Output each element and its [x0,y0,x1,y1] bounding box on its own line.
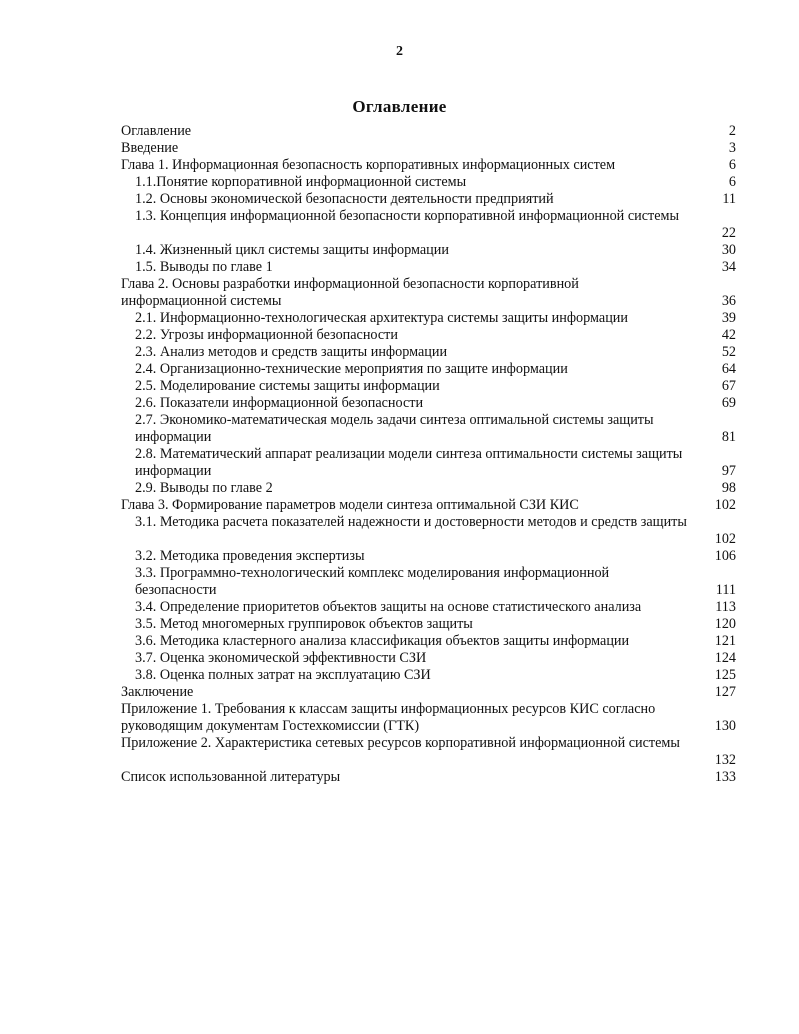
toc-entry-title-line: 3.1. Методика расчета показателей надежности и достоверности методов и средств защиты [135,514,687,530]
toc-entry-title [121,735,736,752]
toc-entry-title-line: Список использованной литературы [121,769,341,785]
page-number: 2 [396,44,403,59]
toc-entry-title [135,446,736,480]
toc-entry-page: 102 [714,497,736,513]
toc-entry [121,395,736,412]
toc-entry-title [135,514,736,531]
toc-entry-page: 113 [715,599,736,615]
toc-entry-title-line: 3.7. Оценка экономической эффективности СЗИ [135,650,427,666]
toc-entry-page: 36 [721,293,736,309]
toc-entry-title [135,378,736,395]
toc-entry-page: 64 [721,361,736,377]
toc-entry-title [135,616,736,633]
toc-entry-title [121,276,736,310]
toc-entry-page: 97 [721,463,736,479]
toc-entry [121,242,736,259]
toc-entry-title-line: информации [135,463,212,479]
toc-entry-title-line: 2.5. Моделирование системы защиты информации [135,378,440,394]
toc-entry-title-line: 1.1.Понятие корпоративной информационной системы [135,174,467,190]
toc-entry-title [135,650,736,667]
toc-entry-page: 67 [721,378,736,394]
toc-entry-page: 42 [721,327,736,343]
toc-entry-title-line: 2.6. Показатели информационной безопасности [135,395,424,411]
toc-entry [121,650,736,667]
toc-entry-title-line: руководящим документам Гостехкомиссии (ГТК) [121,718,420,734]
toc-entry-title [135,191,736,208]
toc-entry-title [121,769,736,786]
toc-entry [121,378,736,395]
toc-entry [121,480,736,497]
toc-entry-page: 2 [728,123,736,139]
toc-entry-title-line: 2.9. Выводы по главе 2 [135,480,273,496]
toc-entry-page: 6 [728,174,736,190]
toc-entry [121,684,736,701]
toc-entry [121,599,736,616]
toc-entry [121,327,736,344]
toc-entry [121,667,736,684]
toc-entry [121,633,736,650]
toc-entry [121,769,736,786]
toc-entry-page: 124 [714,650,736,666]
toc-entry-title-line: Глава 3. Формирование параметров модели синтеза оптимальной СЗИ КИС [121,497,579,513]
toc-entry [121,191,736,208]
toc-entry-title [135,174,736,191]
toc-entry-title [121,157,736,174]
toc-entry-title [135,667,736,684]
toc-entry-title-line: 1.5. Выводы по главе 1 [135,259,273,275]
toc-entry-title [135,395,736,412]
toc-entry-title-line: Глава 2. Основы разработки информационной безопасности корпоративной [121,276,579,292]
toc-entry [121,701,736,735]
toc-entry [121,123,736,140]
toc-entry-page: 34 [721,259,736,275]
toc-entry-title-line: 2.8. Математический аппарат реализации модели синтеза оптимальности системы защиты [135,446,683,462]
toc-entry-page: 120 [714,616,736,632]
toc-entry-title [135,633,736,650]
toc-entry-title-line: 1.3. Концепция информационной безопасности корпоративной информационной системы [135,208,680,224]
toc-entry [121,735,736,769]
toc-entry-title [135,548,736,565]
toc-entry-title [135,480,736,497]
toc-entry-page: 111 [715,582,736,598]
toc-entry-page: 121 [714,633,736,649]
toc-entry-page: 130 [714,718,736,734]
toc-entry-title [135,327,736,344]
toc-entry-title-line: Заключение [121,684,194,700]
toc-entry [121,310,736,327]
toc-entry-page: 52 [721,344,736,360]
toc-entry-title [121,140,736,157]
toc-entry-title-line: 2.4. Организационно-технические мероприятия по защите информации [135,361,568,377]
toc-entry-title-line: Приложение 1. Требования к классам защиты информационных ресурсов КИС согласно [121,701,656,717]
toc-entry-page: 127 [714,684,736,700]
toc-entry-title [135,412,736,446]
toc-entry-title [135,599,736,616]
toc-entry-title [135,344,736,361]
toc-entry [121,174,736,191]
toc-entry-title-line: 2.7. Экономико-математическая модель задачи синтеза оптимальной системы защиты [135,412,654,428]
toc-entry [121,497,736,514]
toc-entry [121,514,736,548]
toc-entry [121,565,736,599]
toc-entry [121,157,736,174]
toc-entry-title [121,123,736,140]
toc-entry [121,361,736,378]
toc-entry-title-line: информационной системы [121,293,282,309]
toc-entry-title-line: информации [135,429,212,445]
toc-entry-page: 6 [728,157,736,173]
toc-entry-title-line: 3.8. Оценка полных затрат на эксплуатацию СЗИ [135,667,431,683]
toc-entry-title-line: 3.6. Методика кластерного анализа классификация объектов защиты информации [135,633,630,649]
toc-entry-title-line: Введение [121,140,179,156]
toc-entry-title-line: 2.3. Анализ методов и средств защиты информации [135,344,448,360]
toc-entry [121,616,736,633]
toc-entry-page: 102 [714,531,736,547]
toc-entry-title-line: Оглавление [121,123,192,139]
toc-entry-title [135,242,736,259]
toc-entry-title-line: безопасности [135,582,217,598]
toc-entry-title-line: 2.1. Информационно-технологическая архитектура системы защиты информации [135,310,628,326]
toc-entry-title-line: 1.2. Основы экономической безопасности деятельности предприятий [135,191,554,207]
toc-entry [121,548,736,565]
toc-title: Оглавление [352,97,447,116]
toc-entry [121,259,736,276]
toc-entry-page: 30 [721,242,736,258]
toc-entry-title [121,701,736,735]
toc-entry-title [121,497,736,514]
toc-entry-title [135,208,736,225]
toc-entry-title-line: 3.3. Программно-технологический комплекс моделирования информационной [135,565,610,581]
toc-entry [121,208,736,242]
toc-entry-page: 3 [728,140,736,156]
toc-entry-title [135,259,736,276]
toc-entry-title [135,361,736,378]
toc-entry-page: 22 [721,225,736,241]
toc-entry-page: 98 [721,480,736,496]
toc-entry-title-line: 3.5. Метод многомерных группировок объектов защиты [135,616,473,632]
toc-entry-page: 69 [721,395,736,411]
toc-entry [121,412,736,446]
toc-entry [121,276,736,310]
toc-entry [121,446,736,480]
toc-entry-page: 11 [722,191,736,207]
toc-entry-title [135,310,736,327]
toc-entry-title [121,684,736,701]
toc-entry-title-line: 3.2. Методика проведения экспертизы [135,548,365,564]
toc-entry-page: 39 [721,310,736,326]
toc-entry-page: 133 [714,769,736,785]
toc-entry-title-line: 2.2. Угрозы информационной безопасности [135,327,398,343]
toc-entry-page: 132 [714,752,736,768]
toc-entry-title-line: 1.4. Жизненный цикл системы защиты информации [135,242,449,258]
toc-entry-page: 125 [714,667,736,683]
toc-entry-title-line: 3.4. Определение приоритетов объектов защиты на основе статистического анализа [135,599,642,615]
table-of-contents [121,123,736,786]
toc-entry-title [135,565,736,599]
toc-entry-page: 81 [721,429,736,445]
toc-entry-title-line: Приложение 2. Характеристика сетевых ресурсов корпоративной информационной системы [121,735,680,751]
toc-entry [121,344,736,361]
toc-entry-title-line: Глава 1. Информационная безопасность корпоративных информационных систем [121,157,616,173]
toc-entry-page: 106 [714,548,736,564]
toc-entry [121,140,736,157]
